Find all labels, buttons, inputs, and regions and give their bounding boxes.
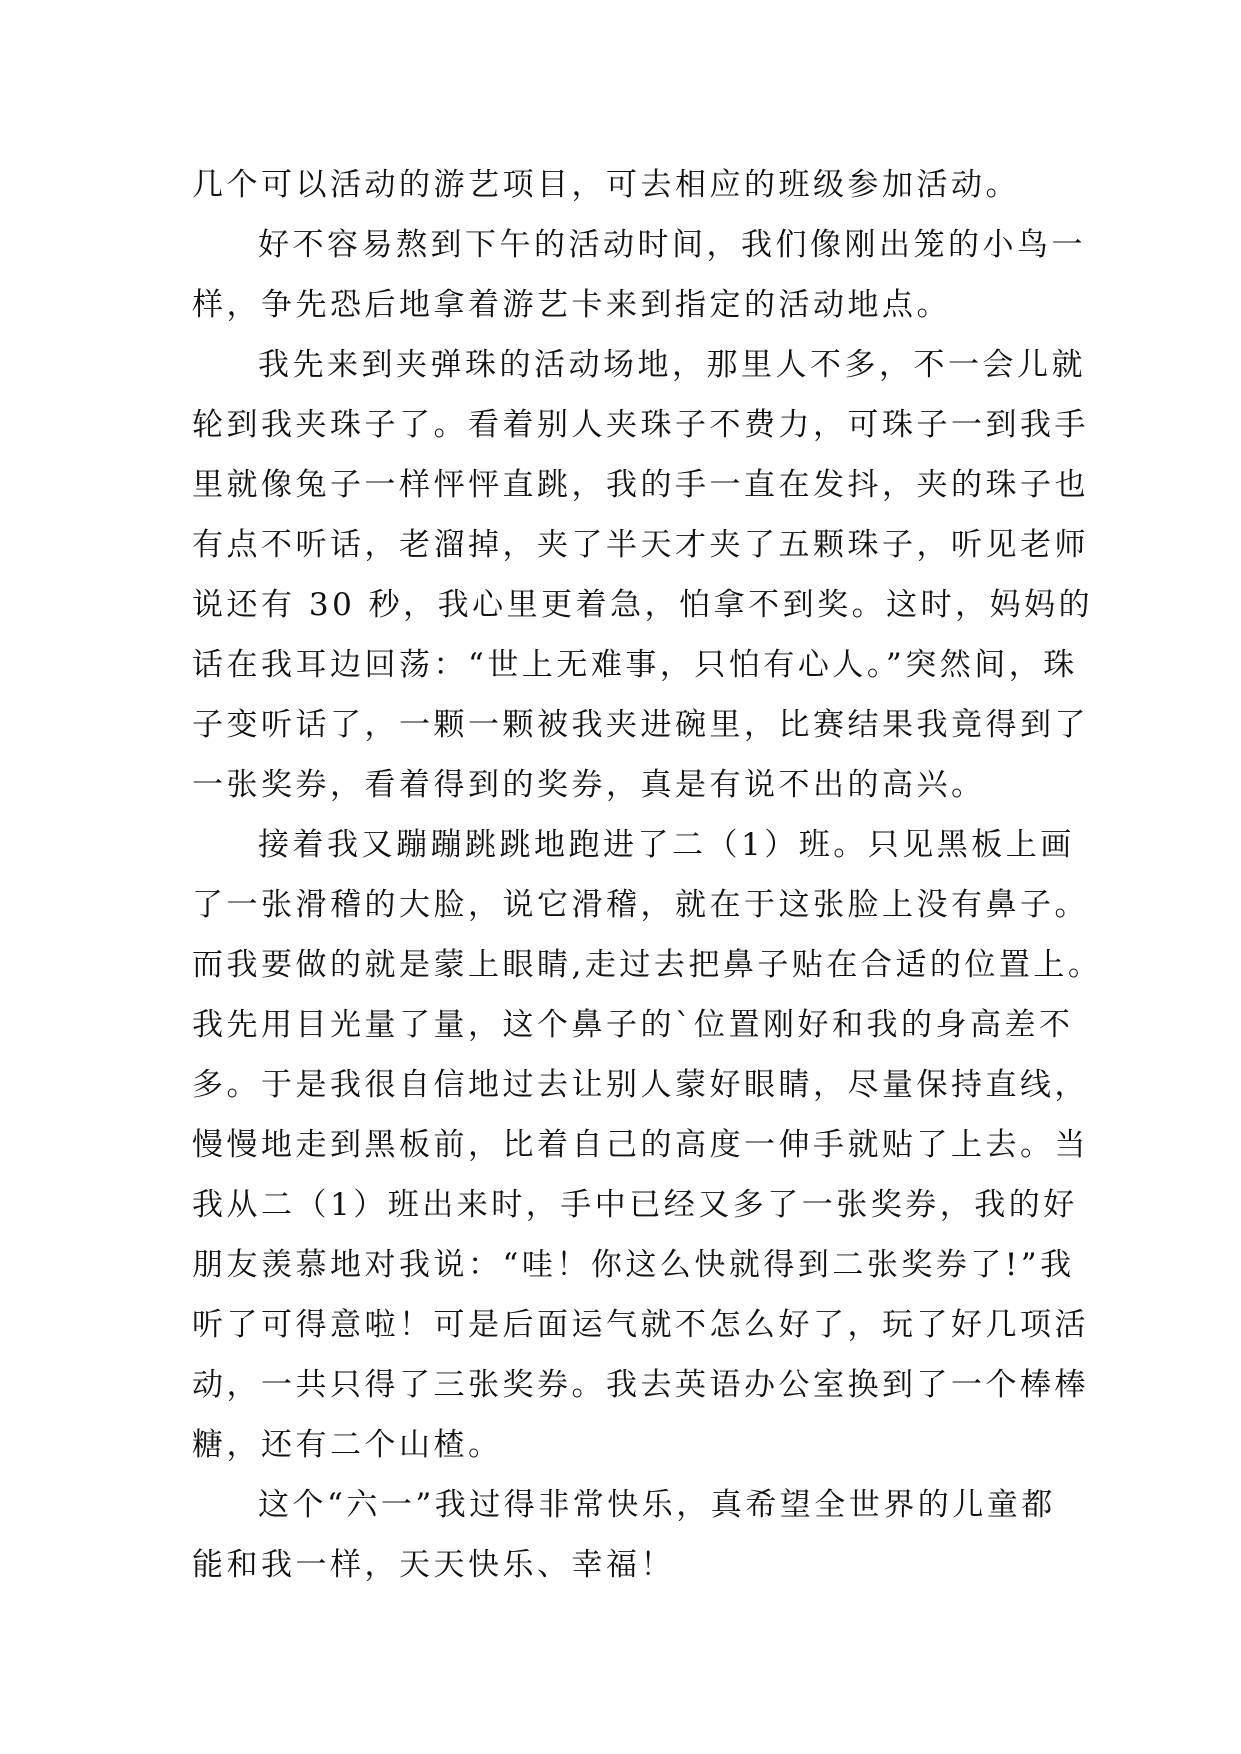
text-line: 说还有 30 秒，我心里更着急，怕拿不到奖。这时，妈妈的 <box>192 587 1094 623</box>
text-line: 了一张滑稽的大脸，说它滑稽，就在于这张脸上没有鼻子。 <box>192 887 1089 923</box>
text-line: 能和我一样，天天快乐、幸福！ <box>192 1547 675 1583</box>
text-line: 好不容易熬到下午的活动时间，我们像刚出笼的小鸟一 <box>258 227 1086 263</box>
text-line: 慢慢地走到黑板前，比着自己的高度一伸手就贴了上去。当 <box>192 1127 1089 1163</box>
text-line: 样，争先恐后地拿着游艺卡来到指定的活动地点。 <box>192 287 951 323</box>
text-line: 一张奖券，看着得到的奖券，真是有说不出的高兴。 <box>192 767 986 803</box>
text-line: 糖，还有二个山楂。 <box>192 1427 503 1463</box>
text-line: 我先来到夹弹珠的活动场地，那里人不多，不一会儿就 <box>258 347 1086 383</box>
text-line: 几个可以活动的游艺项目，可去相应的班级参加活动。 <box>192 167 1020 203</box>
text-line: 有点不听话，老溜掉，夹了半天才夹了五颗珠子，听见老师 <box>192 527 1089 563</box>
text-line: 动，一共只得了三张奖券。我去英语办公室换到了一个棒棒 <box>192 1367 1089 1403</box>
text-line: 轮到我夹珠子了。看着别人夹珠子不费力，可珠子一到我手 <box>192 407 1089 443</box>
text-line: 多。于是我很自信地过去让别人蒙好眼睛，尽量保持直线， <box>192 1067 1089 1103</box>
text-line: 我从二（1）班出来时，手中已经又多了一张奖券，我的好 <box>192 1187 1078 1223</box>
text-line: 里就像兔子一样怦怦直跳，我的手一直在发抖，夹的珠子也 <box>192 467 1089 503</box>
text-line: 朋友羡慕地对我说：“哇！你这么快就得到二张奖券了!”我 <box>192 1247 1075 1283</box>
text-line: 接着我又蹦蹦跳跳地跑进了二（1）班。只见黑板上画 <box>258 827 1075 863</box>
text-line: 我先用目光量了量，这个鼻子的`位置刚好和我的身高差不 <box>192 1007 1074 1043</box>
essay-body <box>192 155 1103 1595</box>
text-line: 这个“六一”我过得非常快乐，真希望全世界的儿童都 <box>258 1487 1056 1523</box>
text-line: 听了可得意啦！可是后面运气就不怎么好了，玩了好几项活 <box>192 1307 1089 1343</box>
text-line: 而我要做的就是蒙上眼睛,走过去把鼻子贴在合适的位置上。 <box>192 947 1103 983</box>
text-line: 子变听话了，一颗一颗被我夹进碗里，比赛结果我竟得到了 <box>192 707 1089 743</box>
text-line: 话在我耳边回荡：“世上无难事，只怕有心人。”突然间，珠 <box>192 647 1078 683</box>
